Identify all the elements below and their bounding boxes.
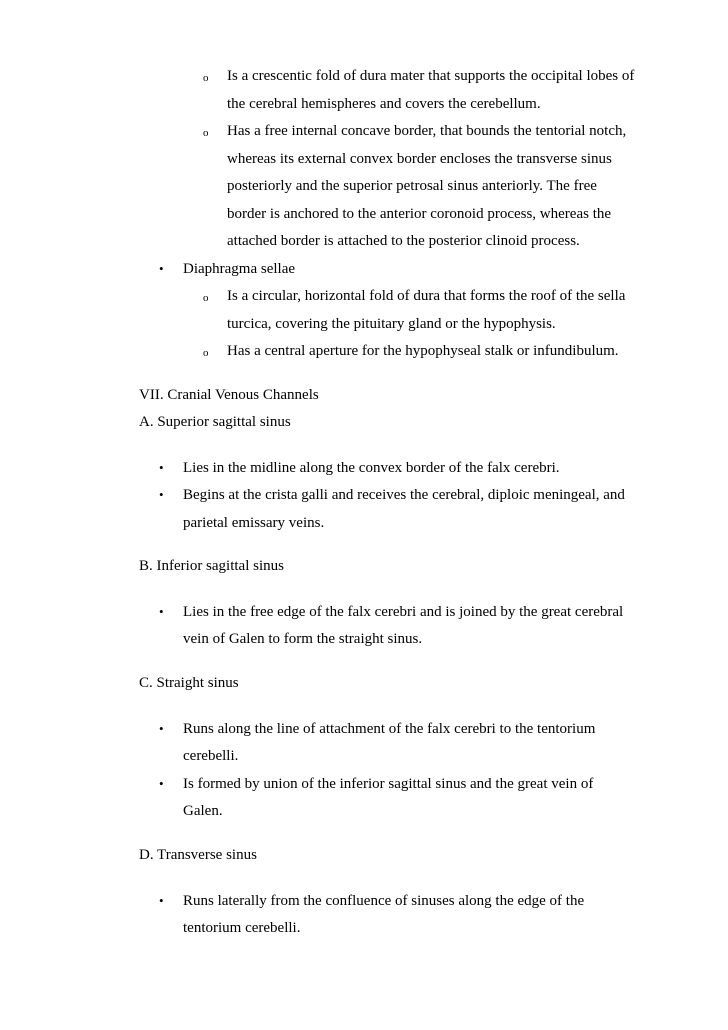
text-line: Has a central aperture for the hypophyseal stalk or infundibulum. <box>227 343 619 359</box>
text-line: Galen. <box>183 803 223 819</box>
text-line: Runs along the line of attachment of the falx cerebri to the tentorium <box>183 721 596 737</box>
text-line: parietal emissary veins. <box>183 515 325 531</box>
text-line: Lies in the midline along the convex border of the falx cerebri. <box>183 460 560 476</box>
text-line: posteriorly and the superior petrosal sinus anteriorly. The free <box>227 178 597 194</box>
disc-bullet-icon: • <box>159 460 164 475</box>
subsection-heading: B. Inferior sagittal sinus <box>139 558 284 574</box>
disc-bullet-icon: • <box>159 261 164 276</box>
text-line: Is formed by union of the inferior sagittal sinus and the great vein of <box>183 776 594 792</box>
disc-bullet-icon: • <box>159 721 164 736</box>
text-line: whereas its external convex border encloses the transverse sinus <box>227 151 612 167</box>
text-line: turcica, covering the pituitary gland or the hypophysis. <box>227 316 556 332</box>
section-heading: VII. Cranial Venous Channels <box>139 387 319 403</box>
text-line: tentorium cerebelli. <box>183 920 301 936</box>
circle-bullet-icon: o <box>203 72 209 84</box>
text-line: vein of Galen to form the straight sinus. <box>183 631 423 647</box>
disc-bullet-icon: • <box>159 776 164 791</box>
text-line: Is a crescentic fold of dura mater that supports the occipital lobes of <box>227 68 635 84</box>
circle-bullet-icon: o <box>203 347 209 359</box>
text-line: cerebelli. <box>183 748 239 764</box>
text-line: border is anchored to the anterior coronoid process, whereas the <box>227 206 612 222</box>
subsection-heading: D. Transverse sinus <box>139 847 257 863</box>
subsection-heading: A. Superior sagittal sinus <box>139 414 291 430</box>
text-line: Lies in the free edge of the falx cerebri and is joined by the great cerebral <box>183 604 624 620</box>
circle-bullet-icon: o <box>203 292 209 304</box>
subsection-heading: C. Straight sinus <box>139 675 239 691</box>
text-line: Runs laterally from the confluence of sinuses along the edge of the <box>183 893 585 909</box>
disc-bullet-icon: • <box>159 604 164 619</box>
disc-bullet-icon: • <box>159 487 164 502</box>
text-line: Has a free internal concave border, that bounds the tentorial notch, <box>227 123 627 139</box>
list-item-title: Diaphragma sellae <box>183 261 296 277</box>
text-line: Is a circular, horizontal fold of dura that forms the roof of the sella <box>227 288 626 304</box>
text-line: Begins at the crista galli and receives the cerebral, diploic meningeal, and <box>183 487 625 503</box>
disc-bullet-icon: • <box>159 893 164 908</box>
text-line: attached border is attached to the posterior clinoid process. <box>227 233 580 249</box>
circle-bullet-icon: o <box>203 127 209 139</box>
text-line: the cerebral hemispheres and covers the cerebellum. <box>227 96 541 112</box>
